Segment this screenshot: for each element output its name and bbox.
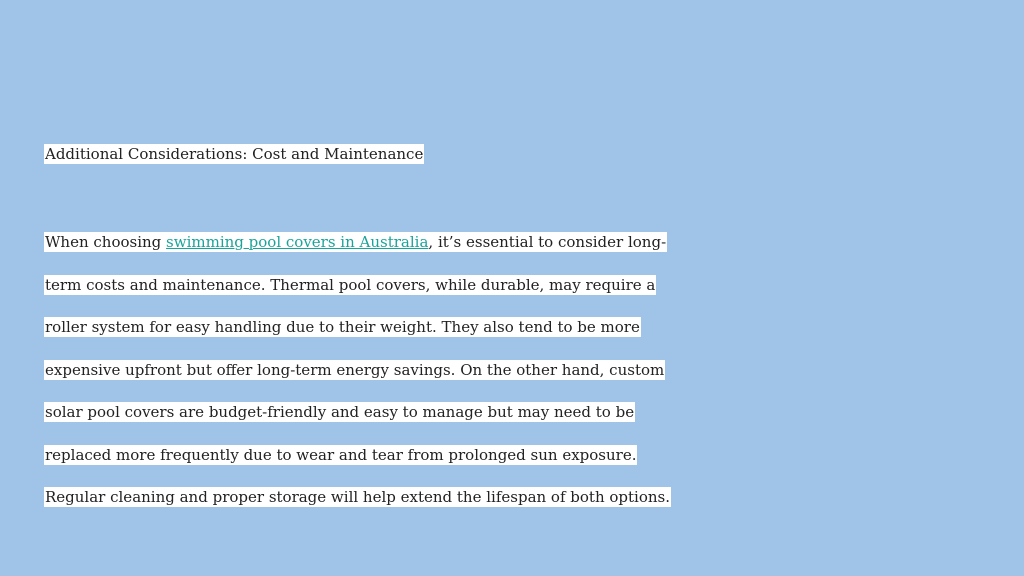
paragraph-line: Regular cleaning and proper storage will help extend the lifespan of both options. [45, 488, 670, 506]
pool-covers-link[interactable]: swimming pool covers in Australia [166, 233, 429, 251]
paragraph-text: , it’s essential to consider long- [428, 233, 667, 251]
paragraph-line: expensive upfront but offer long-term energy savings. On the other hand, custom [45, 361, 665, 379]
paragraph-text: When choosing [45, 233, 167, 251]
paragraph-line [44, 232, 667, 252]
paragraph-line: term costs and maintenance. Thermal pool covers, while durable, may require a [45, 276, 656, 294]
paragraph-line: roller system for easy handling due to their weight. They also tend to be more [45, 318, 640, 336]
paragraph-line: solar pool covers are budget-friendly and easy to manage but may need to be [45, 403, 635, 421]
section-heading: Additional Considerations: Cost and Maintenance [45, 145, 424, 163]
paragraph-line: replaced more frequently due to wear and tear from prolonged sun exposure. [45, 446, 637, 464]
